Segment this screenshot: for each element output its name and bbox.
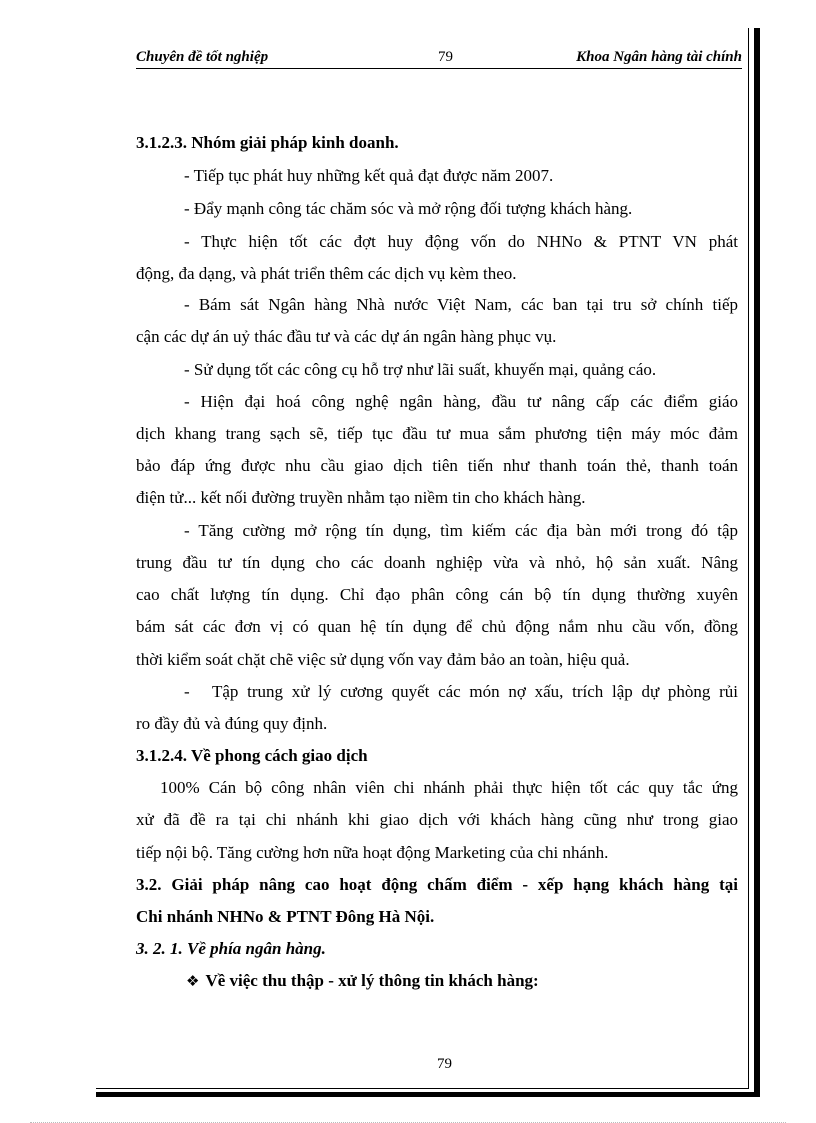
heading-3123: 3.1.2.3. Nhóm giải pháp kinh doanh. bbox=[136, 133, 399, 152]
heading-32-cont: Chi nhánh NHNo & PTNT Đông Hà Nội. bbox=[136, 907, 435, 926]
paragraph-line: tiếp nội bộ. Tăng cường hơn nữa hoạt động Marketing của chi nhánh. bbox=[136, 843, 609, 862]
page-border-right-inner bbox=[748, 28, 749, 1088]
header-page-number: 79 bbox=[438, 49, 453, 65]
paragraph-line: bảo đáp ứng được nhu cầu giao dịch tiên tiến như thanh toán thẻ, thanh toán bbox=[136, 456, 738, 475]
paragraph-line: ro đầy đủ và đúng quy định. bbox=[136, 714, 328, 733]
bullet-text: Về việc thu thập - xử lý thông tin khách hàng: bbox=[205, 971, 539, 990]
page-border-bottom bbox=[96, 1092, 760, 1097]
paragraph-line: cao chất lượng tín dụng. Chỉ đạo phân công cán bộ tín dụng thường xuyên bbox=[136, 585, 738, 604]
heading-321: 3. 2. 1. Về phía ngân hàng. bbox=[136, 939, 326, 958]
paragraph-line: điện tử... kết nối đường truyền nhằm tạo niềm tin cho khách hàng. bbox=[136, 488, 586, 507]
page-border-bottom-inner bbox=[96, 1088, 749, 1089]
heading-32: 3.2. Giải pháp nâng cao hoạt động chấm điểm - xếp hạng khách hàng tại bbox=[136, 875, 738, 894]
paragraph-line: 100% Cán bộ công nhân viên chi nhánh phải thực hiện tốt các quy tắc ứng bbox=[160, 778, 738, 797]
paragraph-line: - Tăng cường mở rộng tín dụng, tìm kiếm các địa bàn mới trong đó tập bbox=[184, 521, 738, 540]
paragraph-line: động, đa dạng, và phát triển thêm các dịch vụ kèm theo. bbox=[136, 264, 517, 283]
bullet-item bbox=[186, 970, 539, 992]
heading-3124: 3.1.2.4. Về phong cách giao dịch bbox=[136, 746, 368, 765]
paragraph-line: cận các dự án uỷ thác đầu tư và các dự án ngân hàng phục vụ. bbox=[136, 327, 557, 346]
paragraph-line: - Thực hiện tốt các đợt huy động vốn do NHNo & PTNT VN phát bbox=[184, 232, 738, 251]
page-border-right bbox=[754, 28, 760, 1096]
paragraph-line: Tập trung xử lý cương quyết các món nợ xấu, trích lập dự phòng rủi bbox=[212, 682, 738, 701]
diamond-bullet-icon: ❖ bbox=[186, 972, 200, 990]
list-dash: - bbox=[184, 682, 190, 701]
paragraph-line: - Đẩy mạnh công tác chăm sóc và mở rộng đối tượng khách hàng. bbox=[184, 199, 633, 218]
page-header bbox=[136, 48, 742, 69]
paragraph-line: thời kiểm soát chặt chẽ việc sử dụng vốn vay đảm bảo an toàn, hiệu quả. bbox=[136, 650, 630, 669]
footer-page-number: 79 bbox=[437, 1056, 452, 1072]
header-department: Khoa Ngân hàng tài chính bbox=[576, 49, 742, 65]
paragraph-line: - Hiện đại hoá công nghệ ngân hàng, đầu tư nâng cấp các điểm giáo bbox=[184, 392, 738, 411]
paragraph-line: - Sử dụng tốt các công cụ hỗ trợ như lãi suất, khuyến mại, quảng cáo. bbox=[184, 360, 657, 379]
paragraph-line: bám sát các đơn vị có quan hệ tín dụng để chủ động nắm nhu cầu vốn, đồng bbox=[136, 617, 738, 636]
paragraph-line: dịch khang trang sạch sẽ, tiếp tục đầu tư mua sắm phương tiện máy móc đảm bbox=[136, 424, 738, 443]
header-title: Chuyên đề tốt nghiệp bbox=[136, 49, 269, 65]
paragraph-line: - Tiếp tục phát huy những kết quả đạt được năm 2007. bbox=[184, 166, 554, 185]
paragraph-line: - Bám sát Ngân hàng Nhà nước Việt Nam, các ban tại tru sở chính tiếp bbox=[184, 295, 738, 314]
paragraph-line: trung đầu tư tín dụng cho các doanh nghiệp vừa và nhỏ, hộ sản xuất. Nâng bbox=[136, 553, 738, 572]
paragraph-line: xử đã đề ra tại chi nhánh khi giao dịch với khách hàng cũng như trong giao bbox=[136, 810, 738, 829]
